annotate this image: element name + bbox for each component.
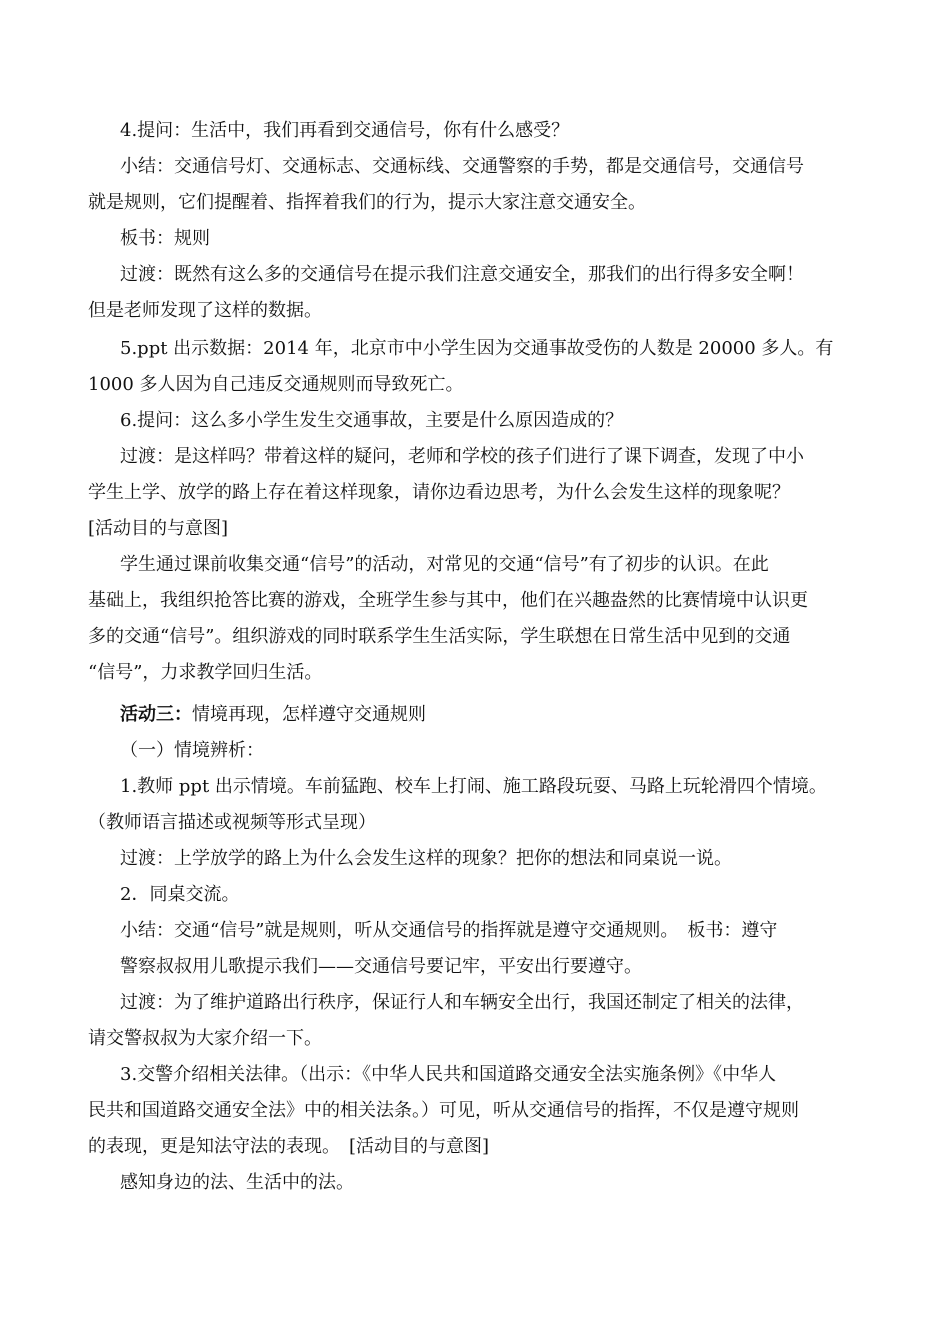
text-line: “信号”，力求教学回归生活。 [88, 662, 323, 683]
activity-heading-label: 活动三： [120, 704, 192, 725]
activity-heading [120, 703, 426, 727]
section-label: [活动目的与意图] [88, 518, 229, 539]
text-line: 民共和国道路交通安全法》中的相关法条。）可见，听从交通信号的指挥，不仅是遵守规则 [88, 1100, 799, 1121]
text-line: 请交警叔叔为大家介绍一下。 [88, 1028, 322, 1049]
text-line: （教师语言描述或视频等形式呈现） [88, 812, 376, 833]
text-line: 过渡：既然有这么多的交通信号在提示我们注意交通安全，那我们的出行得多安全啊！ [120, 264, 804, 285]
text-line: 过渡：为了维护道路出行秩序，保证行人和车辆安全出行，我国还制定了相关的法律， [120, 992, 804, 1013]
text-line: 就是规则，它们提醒着、指挥着我们的行为，提示大家注意交通安全。 [88, 192, 646, 213]
text-line: 1.教师 ppt 出示情境。车前猛跑、校车上打闹、施工路段玩耍、马路上玩轮滑四个情境。 [120, 776, 827, 797]
text-line: 1000 多人因为自己违反交通规则而导致死亡。 [88, 374, 464, 395]
text-line: 2．同桌交流。 [120, 884, 240, 905]
text-line: 小结：交通“信号”就是规则，听从交通信号的指挥就是遵守交通规则。 板书：遵守 [120, 920, 778, 941]
text-line: 5.ppt 出示数据：2014 年，北京市中小学生因为交通事故受伤的人数是 20000 多人。有 [120, 338, 834, 359]
text-line: 但是老师发现了这样的数据。 [88, 300, 322, 321]
text-line: 小结：交通信号灯、交通标志、交通标线、交通警察的手势，都是交通信号，交通信号 [120, 156, 804, 177]
text-line: 板书：规则 [120, 228, 210, 249]
text-line: 3.交警介绍相关法律。（出示：《中华人民共和国道路交通安全法实施条例》《中华人 [120, 1064, 777, 1085]
text-line: 感知身边的法、生活中的法。 [120, 1172, 354, 1193]
text-line: 基础上，我组织抢答比赛的游戏，全班学生参与其中，他们在兴趣盎然的比赛情境中认识更 [88, 590, 808, 611]
text-line: 6.提问：这么多小学生发生交通事故，主要是什么原因造成的？ [120, 410, 624, 431]
text-line: 警察叔叔用儿歌提示我们——交通信号要记牢，平安出行要遵守。 [120, 956, 642, 977]
text-line: 4.提问：生活中，我们再看到交通信号，你有什么感受？ [120, 120, 570, 141]
text-line: 学生通过课前收集交通“信号”的活动，对常见的交通“信号”有了初步的认识。在此 [120, 554, 769, 575]
text-line: 学生上学、放学的路上存在着这样现象，请你边看边思考，为什么会发生这样的现象呢？ [88, 482, 790, 503]
text-line: 多的交通“信号”。组织游戏的同时联系学生生活实际，学生联想在日常生活中见到的交通 [88, 626, 791, 647]
text-line: 过渡：是这样吗？带着这样的疑问，老师和学校的孩子们进行了课下调查，发现了中小 [120, 446, 804, 467]
subsection-heading: （一）情境辨析： [120, 740, 264, 761]
activity-heading-title: 情境再现，怎样遵守交通规则 [192, 704, 426, 725]
text-line: 的表现，更是知法守法的表现。 [活动目的与意图] [88, 1136, 490, 1157]
text-line: 过渡：上学放学的路上为什么会发生这样的现象？把你的想法和同桌说一说。 [120, 848, 732, 869]
